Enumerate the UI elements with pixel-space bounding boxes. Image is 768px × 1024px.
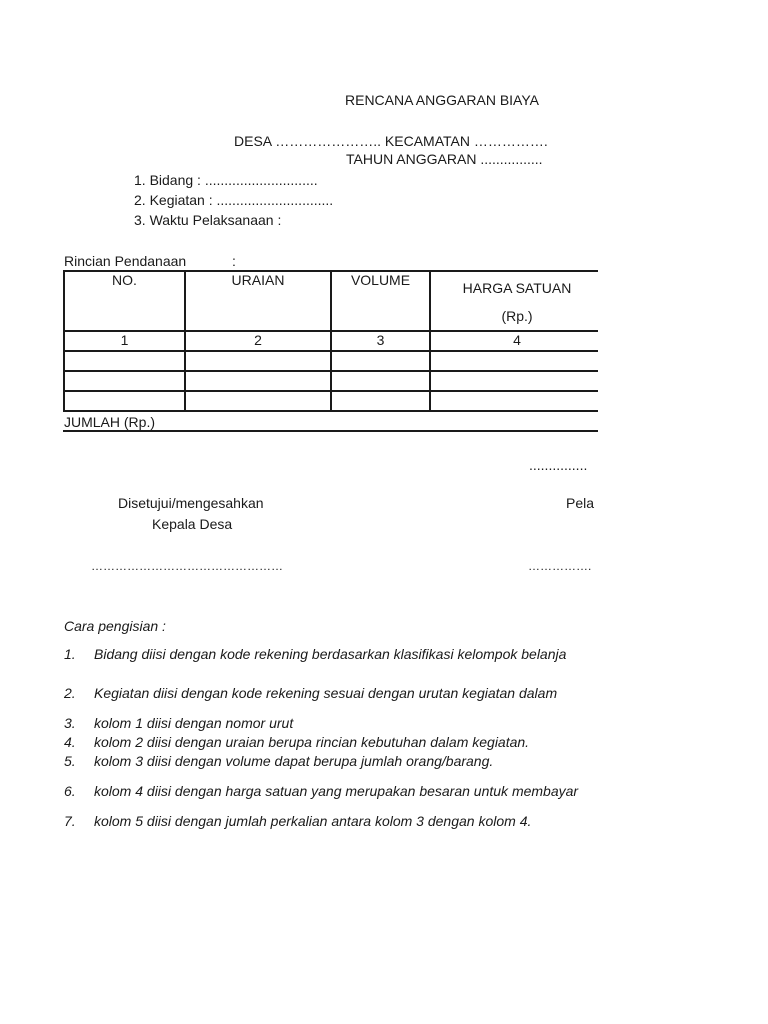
pelaksana-label: Pela: [566, 495, 595, 511]
tahun-anggaran-line: TAHUN ANGGARAN ................: [346, 151, 543, 167]
desa-kecamatan-line: DESA ………………….. KECAMATAN …………….: [234, 133, 548, 149]
rincian-pendanaan-colon: :: [232, 253, 236, 269]
header-harga-satuan: [430, 271, 598, 331]
column-number-1: 1: [64, 331, 185, 351]
instruction-text: Kegiatan diisi dengan kode rekening sesuai dengan urutan kegiatan dalam: [94, 685, 558, 701]
instruction-text: kolom 4 diisi dengan harga satuan yang merupakan besaran untuk membayar: [94, 783, 579, 799]
instruction-text: kolom 2 diisi dengan uraian berupa rincian kebutuhan dalam kegiatan.: [94, 734, 530, 750]
jumlah-underline: [63, 430, 598, 432]
instruction-number: 7.: [64, 813, 76, 829]
instruction-text: kolom 1 diisi dengan nomor urut: [94, 715, 294, 731]
header-volume: VOLUME: [331, 271, 430, 331]
jumlah-label: JUMLAH (Rp.): [64, 414, 156, 430]
place-date-dots: ...............: [529, 457, 588, 473]
table-header-row: [64, 271, 598, 331]
instruction-number: 4.: [64, 734, 76, 750]
instruction-text: kolom 5 diisi dengan jumlah perkalian antara kolom 3 dengan kolom 4.: [94, 813, 532, 829]
approval-label: Disetujui/mengesahkan: [118, 495, 264, 511]
info-waktu-pelaksanaan: 3. Waktu Pelaksanaan :: [134, 212, 282, 228]
table-row: [64, 371, 598, 391]
table-row: [64, 391, 598, 411]
instruction-text: kolom 3 diisi dengan volume dapat berupa jumlah orang/barang.: [94, 753, 494, 769]
header-uraian: URAIAN: [185, 271, 331, 331]
header-harga-satuan-unit: (Rp.): [501, 308, 533, 324]
info-kegiatan: 2. Kegiatan : ..............................: [134, 192, 334, 208]
column-number-3: 3: [331, 331, 430, 351]
info-bidang: 1. Bidang : .............................: [134, 172, 318, 188]
header-harga-satuan-label: HARGA SATUAN: [462, 280, 572, 296]
kepala-desa-signature-dots: …………………………………………: [91, 559, 283, 573]
budget-table: [63, 270, 598, 412]
instruction-text: Bidang diisi dengan kode rekening berdasarkan klasifikasi kelompok belanja: [94, 646, 567, 662]
table-number-row: [64, 331, 598, 351]
instruction-number: 3.: [64, 715, 76, 731]
table-row: [64, 351, 598, 371]
instructions-title: Cara pengisian :: [64, 618, 166, 634]
pelaksana-signature-dots: …………….: [528, 559, 592, 573]
instruction-number: 6.: [64, 783, 76, 799]
kepala-desa-label: Kepala Desa: [152, 516, 233, 532]
header-no: NO.: [64, 271, 185, 331]
instruction-number: 1.: [64, 646, 76, 662]
column-number-2: 2: [185, 331, 331, 351]
column-number-4: 4: [430, 331, 598, 351]
instruction-number: 5.: [64, 753, 76, 769]
instruction-number: 2.: [64, 685, 76, 701]
rincian-pendanaan-label: Rincian Pendanaan: [64, 253, 187, 269]
document-title: RENCANA ANGGARAN BIAYA: [345, 92, 539, 108]
